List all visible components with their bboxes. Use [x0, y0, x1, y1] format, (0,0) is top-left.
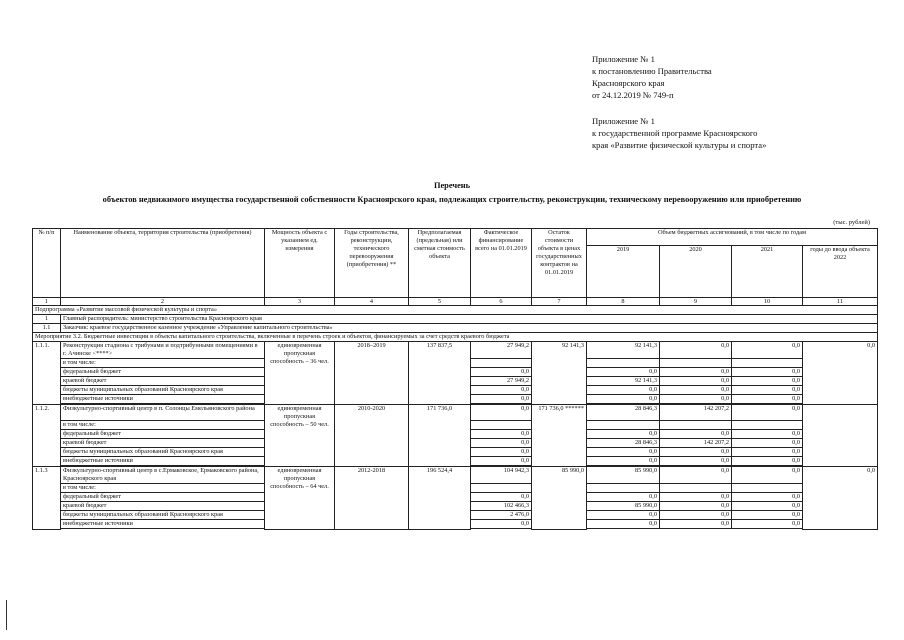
extra-budget-sources-2021: 0,0: [732, 395, 803, 404]
regional-budget-2021: 0,0: [732, 439, 803, 448]
object-capacity: единовременная пропускная способность – 50 чел.: [265, 405, 335, 467]
appendix-line: от 24.12.2019 № 749-п: [592, 90, 674, 100]
federal-budget-label: федеральный бюджет: [61, 493, 265, 502]
document-heading: Перечень: [433, 181, 471, 190]
empty-cell: [471, 359, 532, 368]
regional-budget-2020: 0,0: [660, 377, 732, 386]
header-later-label: годы до ввода объекта: [810, 246, 870, 253]
total-later: 0,0: [803, 467, 878, 530]
total-2021: 0,0: [732, 405, 803, 421]
empty-cell: [732, 421, 803, 430]
federal-budget-actual: 0,0: [471, 493, 532, 502]
column-number: 6: [471, 298, 532, 306]
federal-budget-2020: 0,0: [660, 430, 732, 439]
federal-budget-2019: 0,0: [587, 493, 660, 502]
object-estimate: 196 524,4: [409, 467, 471, 530]
municipal-budget-actual: 0,0: [471, 386, 532, 395]
total-2019: 28 846,3: [587, 405, 660, 421]
municipal-budget-2019: 0,0: [587, 511, 660, 520]
regional-budget-actual: 27 949,2: [471, 377, 532, 386]
column-number: 1: [33, 298, 61, 306]
appendix-line: края «Развитие физической культуры и спорта»: [592, 140, 767, 150]
extra-budget-sources-2019: 0,0: [587, 520, 660, 529]
municipal-budget-2020: 0,0: [660, 448, 732, 457]
extra-budget-sources-actual: 0,0: [471, 520, 532, 529]
empty-cell: [732, 484, 803, 493]
regional-budget-2021: 0,0: [732, 502, 803, 511]
extra-budget-sources-2021: 0,0: [732, 520, 803, 529]
municipal-budget-label: бюджеты муниципальных образований Красноярского края: [61, 448, 265, 457]
object-capacity: единовременная пропускная способность – 64 чел.: [265, 467, 335, 530]
including-label: в том числе:: [61, 484, 265, 493]
column-numbers-row: [33, 298, 878, 306]
municipal-budget-2019: 0,0: [587, 386, 660, 395]
column-number: 8: [587, 298, 660, 306]
extra-budget-sources-2020: 0,0: [660, 395, 732, 404]
object-row: [33, 342, 878, 359]
total-later: 0,0: [803, 342, 878, 405]
regional-budget-label: краевой бюджет: [61, 439, 265, 448]
appendix-line: Приложение № 1: [592, 116, 655, 126]
header-num: № п/п: [33, 229, 61, 298]
total-remainder: 85 990,0: [532, 467, 587, 530]
manager-row: Главный распорядитель: министерство строительства Красноярского края: [61, 315, 878, 324]
header-actual: Фактическое финансирование всего на 01.01.2019: [471, 229, 532, 298]
total-2020: 142 207,2: [660, 405, 732, 421]
column-number: 4: [335, 298, 409, 306]
header-2019: 2019: [587, 246, 660, 298]
regional-budget-label: краевой бюджет: [61, 502, 265, 511]
total-2019: 92 141,3: [587, 342, 660, 359]
total-2021: 0,0: [732, 467, 803, 484]
object-estimate: 137 837,5: [409, 342, 471, 405]
measure-row: Мероприятие 3.2. Бюджетные инвестиции в объекты капитального строительства, включенные в перечень строек и объектов, финансируемых за счет средств краевого бюджета: [33, 333, 878, 342]
appendix-block-state-program: [592, 115, 766, 151]
appendix-line: Красноярского края: [592, 78, 665, 88]
extra-budget-sources-label: внебюджетные источники: [61, 395, 265, 404]
header-name: Наименование объекта, территория строительства (приобретения): [61, 229, 265, 298]
federal-budget-2021: 0,0: [732, 493, 803, 502]
appendix-line: к постановлению Правительства: [592, 66, 712, 76]
total-2020: 0,0: [660, 467, 732, 484]
total-actual: 27 949,2: [471, 342, 532, 359]
municipal-budget-2020: 0,0: [660, 386, 732, 395]
appendix-line: к государственной программе Красноярского: [592, 128, 758, 138]
total-2021: 0,0: [732, 342, 803, 359]
regional-budget-2020: 142 207,2: [660, 439, 732, 448]
object-name: Физкультурно-спортивный центр в п. Солонцы Емельяновского района: [61, 405, 265, 421]
object-num: 1.1.3: [33, 467, 61, 530]
federal-budget-2021: 0,0: [732, 368, 803, 377]
total-actual: 104 942,3: [471, 467, 532, 484]
objects-table: [32, 228, 878, 530]
extra-budget-sources-2019: 0,0: [587, 395, 660, 404]
extra-budget-sources-2020: 0,0: [660, 457, 732, 466]
municipal-budget-actual: 0,0: [471, 448, 532, 457]
object-years: 2012-2018: [335, 467, 409, 530]
empty-cell: [471, 484, 532, 493]
federal-budget-label: федеральный бюджет: [61, 368, 265, 377]
total-remainder: 171 736,0 ******: [532, 405, 587, 467]
empty-cell: [660, 359, 732, 368]
object-years: 2018–2019: [335, 342, 409, 405]
regional-budget-2019: 92 141,3: [587, 377, 660, 386]
column-number: 2: [61, 298, 265, 306]
federal-budget-2020: 0,0: [660, 493, 732, 502]
empty-cell: [587, 359, 660, 368]
header-remainder: Остаток стоимости объекта в ценах государственных контрактов на 01.01.2019: [532, 229, 587, 298]
object-years: 2010-2020: [335, 405, 409, 467]
column-number: 9: [660, 298, 732, 306]
including-label: в том числе:: [61, 359, 265, 368]
total-2020: 0,0: [660, 342, 732, 359]
regional-budget-label: краевой бюджет: [61, 377, 265, 386]
header-2020: 2020: [660, 246, 732, 298]
column-number: 10: [732, 298, 803, 306]
object-num: 1.1.1.: [33, 342, 61, 405]
empty-cell: [660, 484, 732, 493]
appendix-block-government-decree: [592, 53, 712, 101]
municipal-budget-actual: 2 476,0: [471, 511, 532, 520]
municipal-budget-label: бюджеты муниципальных образований Красноярского края: [61, 386, 265, 395]
column-number: 3: [265, 298, 335, 306]
municipal-budget-2021: 0,0: [732, 511, 803, 520]
extra-budget-sources-2019: 0,0: [587, 457, 660, 466]
object-row: [33, 467, 878, 484]
federal-budget-2020: 0,0: [660, 368, 732, 377]
empty-cell: [660, 421, 732, 430]
customer-row: Заказчик: краевое государственное казенное учреждение «Управление капитального строительства»: [61, 324, 878, 333]
municipal-budget-2021: 0,0: [732, 448, 803, 457]
empty-cell: [732, 359, 803, 368]
total-2019: 85 990,0: [587, 467, 660, 484]
extra-budget-sources-label: внебюджетные источники: [61, 520, 265, 529]
manager-num: 1: [33, 315, 61, 324]
regional-budget-2019: 85 990,0: [587, 502, 660, 511]
header-budget: Объем бюджетных ассигнований, в том числе по годам: [587, 229, 878, 246]
subprogram-row: Подпрограмма «Развитие массовой физической культуры и спорта»: [33, 306, 878, 315]
column-number: 7: [532, 298, 587, 306]
regional-budget-2020: 0,0: [660, 502, 732, 511]
object-estimate: 171 736,0: [409, 405, 471, 467]
extra-budget-sources-2021: 0,0: [732, 457, 803, 466]
units-label: (тыс. рублей): [833, 219, 870, 226]
object-capacity: единовременная пропускная способность – 36 чел.: [265, 342, 335, 405]
municipal-budget-2021: 0,0: [732, 386, 803, 395]
object-row: [33, 405, 878, 421]
federal-budget-2019: 0,0: [587, 430, 660, 439]
extra-budget-sources-actual: 0,0: [471, 457, 532, 466]
empty-cell: [587, 484, 660, 493]
total-later: [803, 405, 878, 467]
empty-cell: [471, 421, 532, 430]
federal-budget-2021: 0,0: [732, 430, 803, 439]
header-capacity: Мощность объекта с указанием ед. измерения: [265, 229, 335, 298]
regional-budget-actual: 0,0: [471, 439, 532, 448]
object-name: Реконструкция стадиона с трибунами и подтрибунными помещениями в г. Ачинске <****>: [61, 342, 265, 359]
header-later-year: 2022: [833, 254, 847, 261]
appendix-line: Приложение № 1: [592, 54, 655, 64]
header-later-years: [803, 246, 878, 298]
object-num: 1.1.2.: [33, 405, 61, 467]
column-number: 5: [409, 298, 471, 306]
extra-budget-sources-label: внебюджетные источники: [61, 457, 265, 466]
regional-budget-2021: 0,0: [732, 377, 803, 386]
municipal-budget-2019: 0,0: [587, 448, 660, 457]
extra-budget-sources-2020: 0,0: [660, 520, 732, 529]
municipal-budget-label: бюджеты муниципальных образований Красноярского края: [61, 511, 265, 520]
object-name: Физкультурно-спортивный центр в с.Ермаковское, Ермаковского района, Красноярского края: [61, 467, 265, 484]
empty-cell: [587, 421, 660, 430]
regional-budget-actual: 102 466,3: [471, 502, 532, 511]
header-years: Годы строительства, реконструкции, технического перевооружения (приобретения) **: [335, 229, 409, 298]
header-2021: 2021: [732, 246, 803, 298]
header-estimate: Предполагаемая (предельная) или сметная стоимость объекта: [409, 229, 471, 298]
regional-budget-2019: 28 846,3: [587, 439, 660, 448]
extra-budget-sources-actual: 0,0: [471, 395, 532, 404]
document-subtitle: объектов недвижимого имущества государственной собственности Красноярского края, подлежащих строительству, реконструкции, техническому перевооружению или приобретению: [102, 195, 802, 204]
federal-budget-label: федеральный бюджет: [61, 430, 265, 439]
total-actual: 0,0: [471, 405, 532, 421]
total-remainder: 92 141,3: [532, 342, 587, 405]
column-number: 11: [803, 298, 878, 306]
municipal-budget-2020: 0,0: [660, 511, 732, 520]
including-label: в том числе:: [61, 421, 265, 430]
customer-num: 1.1: [33, 324, 61, 333]
federal-budget-actual: 0,0: [471, 430, 532, 439]
page-edge-mark: [6, 600, 7, 630]
federal-budget-2019: 0,0: [587, 368, 660, 377]
federal-budget-actual: 0,0: [471, 368, 532, 377]
